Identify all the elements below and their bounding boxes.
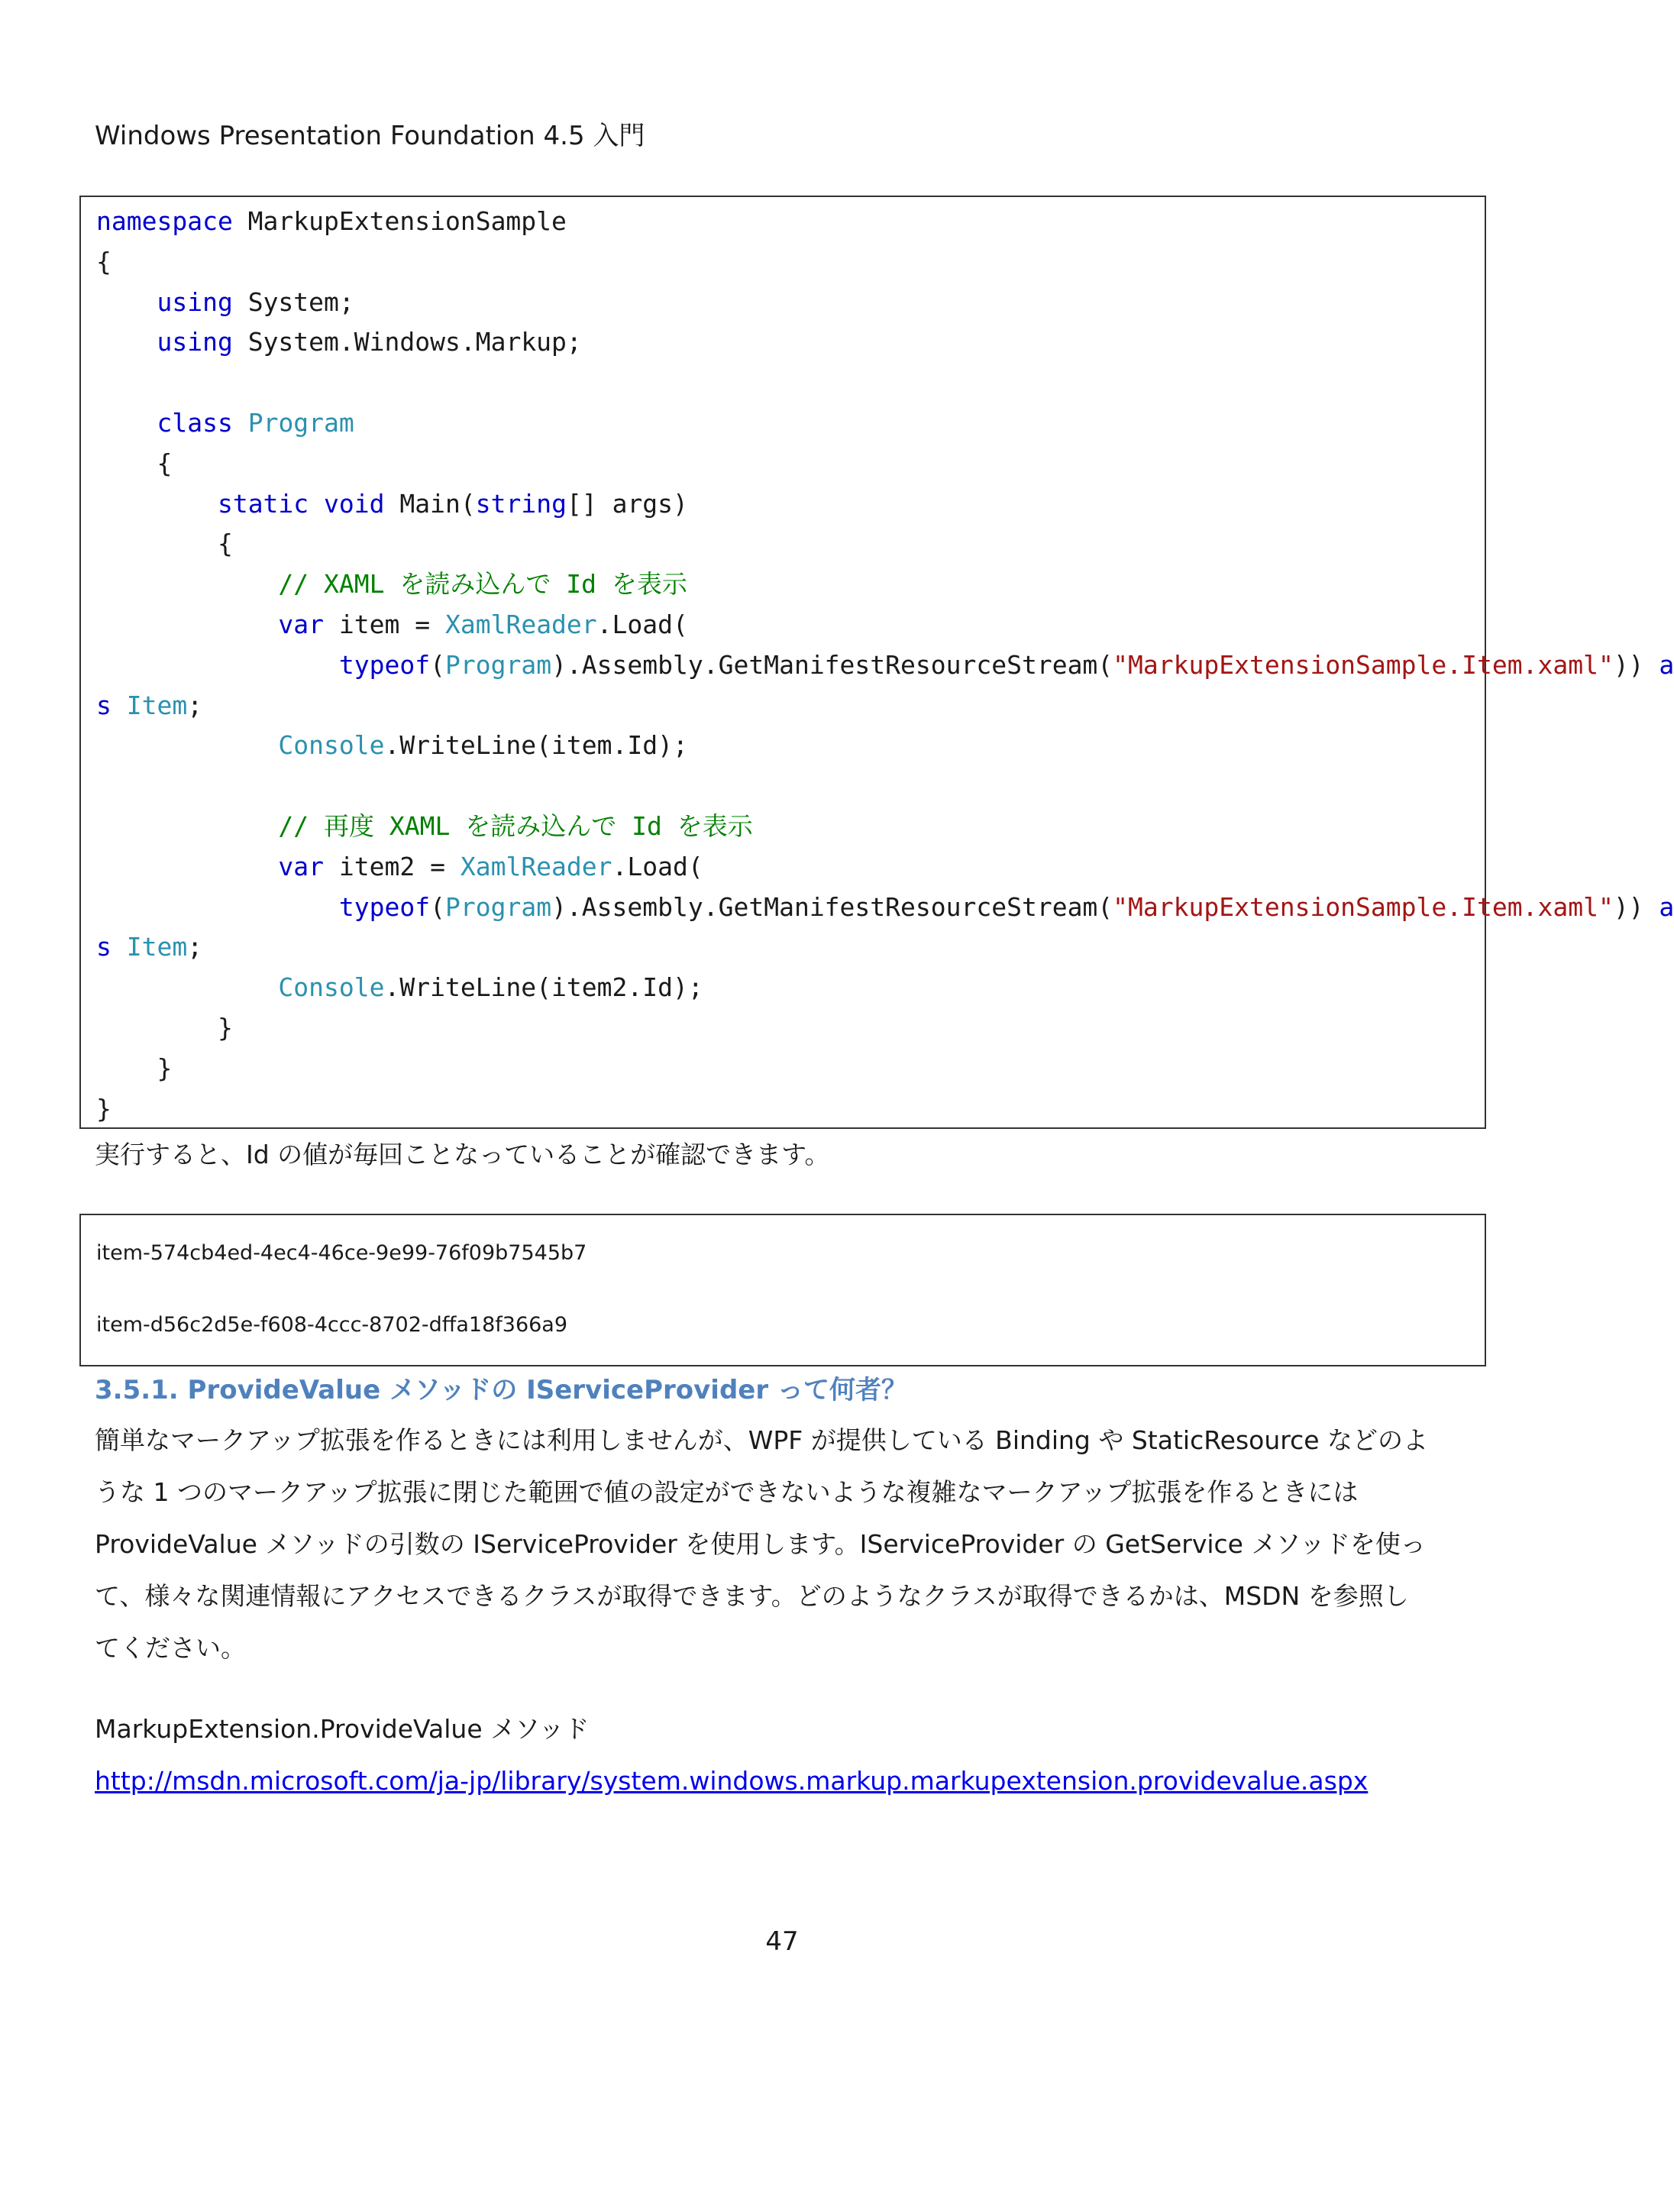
code-token: namespace	[96, 206, 233, 236]
code-token	[96, 972, 278, 1002]
output-line: item-574cb4ed-4ec4-46ce-9e99-76f09b7545b7	[96, 1241, 587, 1265]
code-token: ;	[187, 932, 203, 962]
code-line	[96, 968, 1469, 1008]
code-line	[96, 283, 1469, 323]
code-token: Program	[444, 649, 552, 680]
code-token: using	[157, 286, 233, 317]
code-line	[96, 564, 1469, 605]
code-token: {	[96, 246, 111, 276]
paragraph-line: てください。	[95, 1633, 246, 1663]
output-block	[79, 1214, 1486, 1366]
code-line	[96, 807, 1469, 847]
code-token: ).Assembly.GetManifestResourceStream(	[551, 891, 1113, 922]
code-token	[96, 730, 278, 760]
code-line	[96, 524, 1469, 564]
code-token	[96, 287, 157, 317]
code-line	[96, 605, 1469, 645]
code-token: s	[96, 690, 111, 720]
msdn-link[interactable]: http://msdn.microsoft.com/ja-jp/library/system.windows.markup.markupextension.providevalue.aspx	[95, 1766, 1369, 1796]
code-token	[96, 569, 278, 599]
code-line	[96, 847, 1469, 888]
code-token: ))	[1613, 649, 1659, 680]
code-token: }	[96, 1012, 233, 1043]
code-line	[96, 242, 1469, 283]
output-line: item-d56c2d5e-f608-4ccc-8702-dffa18f366a9	[96, 1313, 568, 1337]
code-token: ))	[1613, 891, 1659, 922]
code-token	[96, 852, 278, 881]
page-header: Windows Presentation Foundation 4.5 入門	[95, 121, 645, 151]
code-line	[96, 322, 1469, 363]
code-line	[96, 766, 1469, 807]
code-line	[96, 1049, 1469, 1089]
code-token: s	[96, 932, 111, 962]
code-token	[309, 489, 324, 519]
code-token	[111, 932, 127, 962]
code-token: typeof	[338, 649, 431, 680]
code-token: "MarkupExtensionSample.Item.xaml"	[1113, 649, 1614, 680]
code-token: {	[96, 448, 173, 478]
code-line	[96, 202, 1469, 242]
code-token: System;	[232, 286, 354, 317]
code-token: .Load(	[596, 609, 688, 639]
code-token: ).Assembly.GetManifestResourceStream(	[551, 649, 1113, 680]
code-token: MarkupExtensionSample	[232, 206, 567, 236]
code-token: {	[96, 529, 233, 559]
code-token	[96, 650, 339, 680]
code-token: Main(	[384, 488, 476, 519]
code-token: Item	[126, 690, 188, 720]
code-line	[96, 484, 1469, 525]
paragraph-line: て、様々な関連情報にアクセスできるクラスが取得できます。どのようなクラスが取得できるかは、MSDN を参照し	[95, 1581, 1409, 1611]
code-token	[96, 327, 157, 357]
code-token: .WriteLine(item2.Id);	[384, 972, 703, 1003]
code-token: [] args)	[566, 488, 688, 519]
code-token	[111, 690, 127, 720]
code-token: class	[157, 407, 233, 438]
code-token: .Load(	[612, 851, 703, 881]
code-token	[96, 408, 157, 438]
code-token: System.Windows.Markup;	[232, 327, 582, 357]
result-description: 実行すると、Id の値が毎回ことなっていることが確認できます。	[95, 1140, 830, 1169]
code-line	[96, 403, 1469, 444]
code-token: item2 =	[324, 851, 461, 881]
code-token: using	[157, 327, 233, 357]
code-token: Console	[278, 972, 385, 1003]
page-number: 47	[765, 1926, 799, 1957]
code-token: }	[96, 1093, 111, 1124]
paragraph-line: ProvideValue メソッドの引数の IServiceProvider を使用します。IServiceProvider の GetService メソッドを使っ	[95, 1529, 1426, 1559]
reference-title: MarkupExtension.ProvideValue メソッド	[95, 1714, 590, 1744]
code-token: Program	[444, 891, 552, 922]
code-token	[96, 892, 339, 922]
code-block	[79, 196, 1674, 1129]
code-token: Item	[126, 932, 188, 962]
code-token: typeof	[338, 891, 431, 922]
code-token: a	[1659, 649, 1674, 680]
code-token: "MarkupExtensionSample.Item.xaml"	[1113, 891, 1614, 922]
code-token	[96, 610, 278, 639]
code-token: // 再度 XAML を読み込んで Id を表示	[278, 810, 753, 841]
code-token: Program	[247, 407, 354, 438]
code-token: item =	[324, 609, 445, 639]
code-line	[96, 645, 1674, 686]
code-token: void	[324, 488, 385, 519]
code-line	[96, 686, 1469, 726]
section-heading: 3.5.1. ProvideValue メソッドの IServiceProvider って何者？	[95, 1375, 907, 1405]
code-token: (	[430, 891, 445, 922]
code-token	[96, 489, 218, 519]
code-line	[96, 444, 1469, 484]
paragraph-line: うな 1 つのマークアップ拡張に閉じた範囲で値の設定ができないような複雑なマークアップ拡張を作るときには	[95, 1477, 1359, 1507]
code-token: a	[1659, 891, 1674, 922]
code-line	[96, 927, 1469, 968]
code-token: }	[96, 1053, 173, 1083]
code-token: var	[278, 609, 325, 639]
code-lines	[96, 202, 1674, 1129]
code-token	[96, 811, 278, 841]
code-line	[96, 363, 1469, 403]
code-token: static	[217, 488, 309, 519]
code-token: // XAML を読み込んで Id を表示	[278, 569, 687, 600]
code-token: XamlReader	[444, 609, 597, 639]
code-token: ;	[187, 690, 203, 720]
code-token: var	[278, 851, 325, 881]
code-line	[96, 1089, 1469, 1130]
code-line	[96, 888, 1674, 928]
code-token: Console	[278, 730, 385, 761]
code-token	[233, 408, 248, 438]
code-token: XamlReader	[460, 851, 612, 881]
code-token: string	[475, 488, 567, 519]
code-token: .WriteLine(item.Id);	[384, 730, 688, 761]
paragraph-line: 簡単なマークアップ拡張を作るときには利用しませんが、WPF が提供している Binding や StaticResource などのよ	[95, 1425, 1429, 1455]
code-line	[96, 726, 1469, 766]
code-token: (	[430, 649, 445, 680]
code-line	[96, 1008, 1469, 1049]
